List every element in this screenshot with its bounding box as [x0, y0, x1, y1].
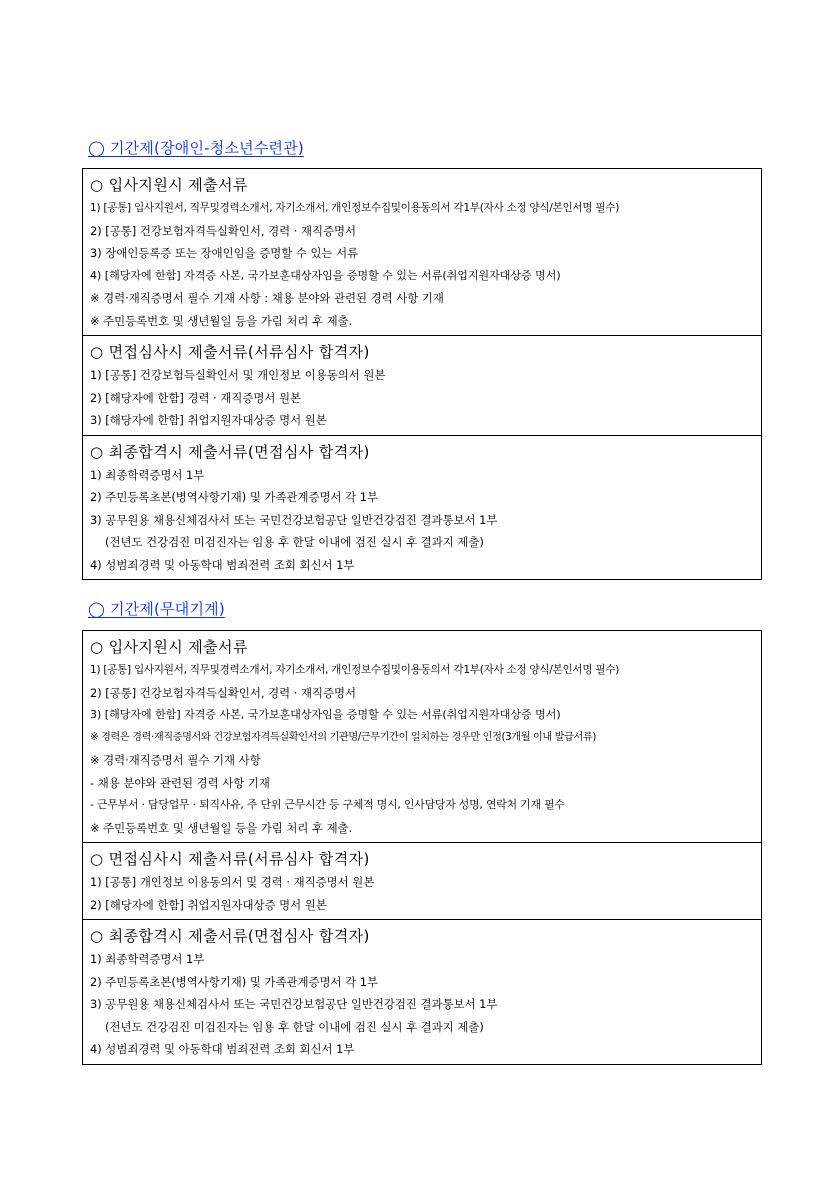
list-item: - 채용 분야와 관련된 경력 사항 기재: [90, 775, 270, 790]
list-item: 1) [공통] 입사지원서, 직무및경력소개서, 자기소개서, 개인정보수집및이용동의서 각1부(자사 소정 양식/본인서명 필수): [90, 202, 620, 214]
block-interview-documents: [83, 843, 761, 920]
list-item: 2) [해당자에 한함] 경력 · 재직증명서 원본: [90, 390, 301, 405]
list-item: ※ 경력은 경력·재직증명서와 건강보험자격득실확인서의 기관명/근무기간이 일치하는 경우만 인정(3개월 이내 발급서류): [90, 731, 596, 743]
block-final-documents: [83, 920, 761, 1064]
list-item: 1) [공통] 건강보험득실확인서 및 개인정보 이용동의서 원본: [90, 368, 386, 382]
block-interview-documents: [83, 336, 761, 436]
section-heading-disabled-youth-center: ◯ 기간제(장애인-청소년수련관): [88, 139, 304, 157]
block-title: ○ 면접심사시 제출서류(서류심사 합격자): [90, 850, 370, 868]
list-item: 3) 공무원용 채용신체검사서 또는 국민건강보험공단 일반건강검진 결과통보서 1부: [90, 997, 498, 1011]
section-heading-stage-machinery: ◯ 기간제(무대기계): [88, 600, 225, 618]
list-item: 2) [공통] 건강보험자격득실확인서, 경력 · 재직증명서: [90, 223, 356, 238]
list-item: 2) [해당자에 한함] 취업지원자대상증 명서 원본: [90, 897, 327, 912]
list-item: 1) [공통] 개인정보 이용동의서 및 경력 · 재직증명서 원본: [90, 875, 375, 889]
block-application-documents: [83, 631, 761, 843]
block-title: ○ 최종합격시 제출서류(면접심사 합격자): [90, 927, 370, 945]
list-item-note: (전년도 건강검진 미검진자는 임용 후 한달 이내에 검진 실시 후 결과지 제출): [105, 535, 484, 549]
section-box-disabled-youth-center: [82, 168, 762, 580]
list-item: - 근무부서 · 담당업무 · 퇴직사유, 주 단위 근무시간 등 구체적 명시, 인사담당자 성명, 연락처 기재 필수: [90, 798, 565, 811]
block-title: ○ 최종합격시 제출서류(면접심사 합격자): [90, 442, 370, 461]
list-item: 2) 주민등록초본(병역사항기재) 및 가족관계증명서 각 1부: [90, 974, 379, 989]
list-item: ※ 주민등록번호 및 생년월일 등을 가림 처리 후 제출.: [90, 820, 353, 835]
list-item: ※ 경력·재직증명서 필수 기재 사항 : 채용 분야와 관련된 경력 사항 기재: [90, 291, 444, 305]
list-item: 3) 공무원용 채용신체검사서 또는 국민건강보험공단 일반건강검진 결과통보서 1부: [90, 512, 498, 527]
list-item: ※ 주민등록번호 및 생년월일 등을 가림 처리 후 제출.: [90, 313, 353, 328]
list-item: 2) 주민등록초본(병역사항기재) 및 가족관계증명서 각 1부: [90, 490, 379, 504]
list-item: 1) 최종학력증명서 1부: [90, 952, 205, 966]
list-item: 4) 성범죄경력 및 아동학대 범죄전력 조회 회신서 1부: [90, 1042, 355, 1056]
list-item: ※ 경력·재직증명서 필수 기재 사항: [90, 753, 261, 767]
list-item: 3) [해당자에 한함] 자격증 사본, 국가보훈대상자임을 증명할 수 있는 서류(취업지원자대상증 명서): [90, 708, 561, 721]
block-title: ○ 입사지원시 제출서류: [90, 176, 248, 194]
block-final-documents: [83, 436, 761, 580]
list-item: 4) 성범죄경력 및 아동학대 범죄전력 조회 회신서 1부: [90, 557, 355, 572]
block-title: ○ 입사지원시 제출서류: [90, 638, 248, 656]
list-item: 3) [해당자에 한함] 취업지원자대상증 명서 원본: [90, 413, 327, 427]
block-application-documents: [83, 169, 761, 336]
list-item-note: (전년도 건강검진 미검진자는 임용 후 한달 이내에 검진 실시 후 결과지 제출): [105, 1019, 484, 1034]
list-item: 3) 장애인등록증 또는 장애인임을 증명할 수 있는 서류: [90, 246, 359, 260]
section-box-stage-machinery: [82, 630, 762, 1065]
list-item: 2) [공통] 건강보험자격득실확인서, 경력 · 재직증명서: [90, 685, 356, 700]
list-item: 1) [공통] 입사지원서, 직무및경력소개서, 자기소개서, 개인정보수집및이용동의서 각1부(자사 소정 양식/본인서명 필수): [90, 664, 620, 676]
list-item: 4) [해당자에 한함] 자격증 사본, 국가보훈대상자임을 증명할 수 있는 서류(취업지원자대상증 명서): [90, 268, 561, 282]
block-title: ○ 면접심사시 제출서류(서류심사 합격자): [90, 343, 370, 361]
list-item: 1) 최종학력증명서 1부: [90, 467, 205, 482]
